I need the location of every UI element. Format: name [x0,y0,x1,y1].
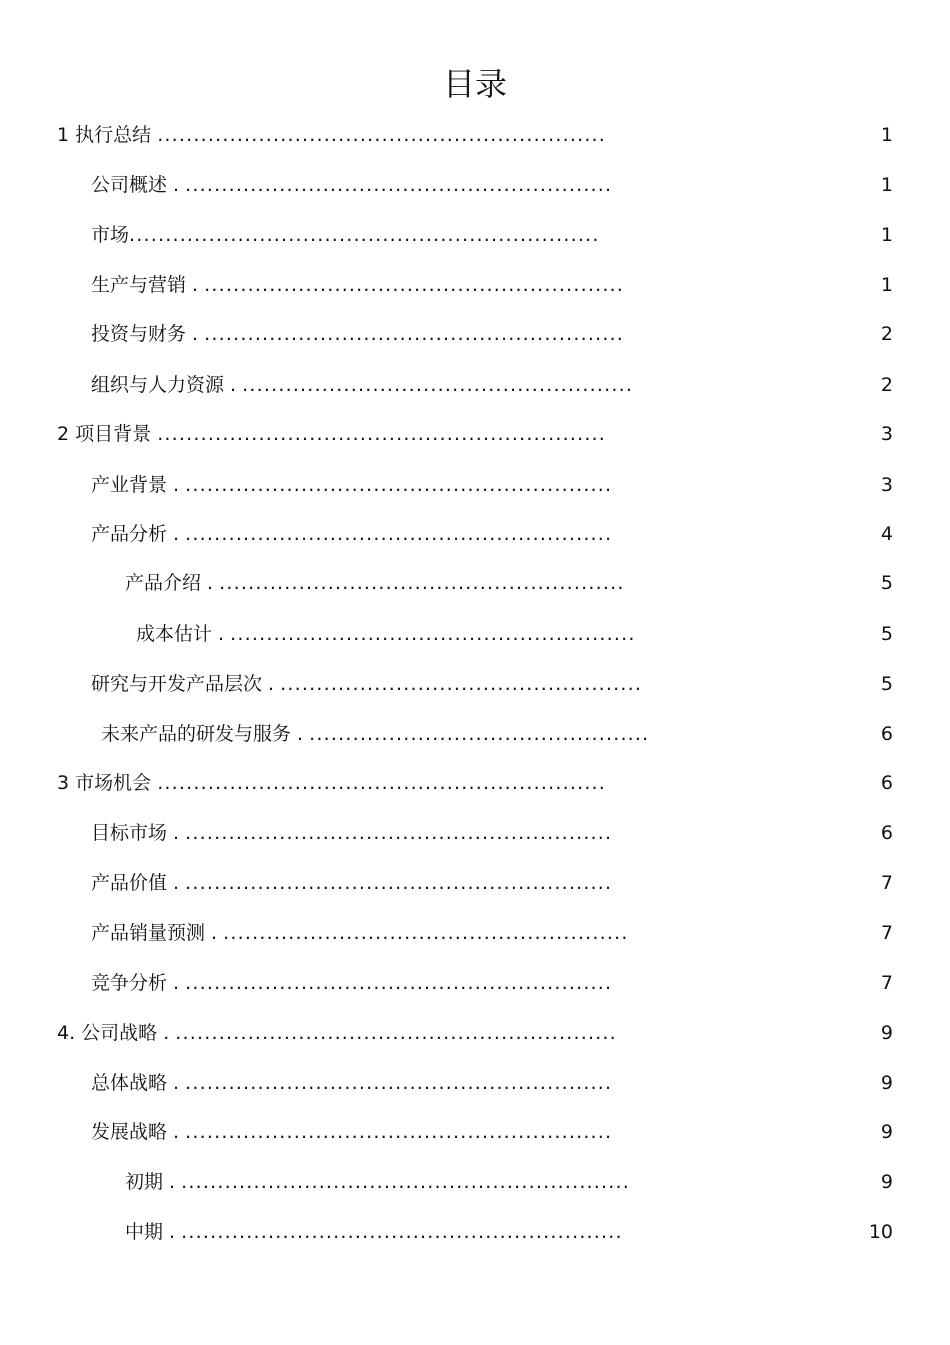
toc-leader-dots: .............................................................. [157,423,607,445]
toc-leader-dots: .......................................................... [204,274,625,296]
toc-page-number: 7 [880,922,893,944]
toc-leader-dots: ........................................................... [185,1121,613,1143]
toc-entry-target-market[interactable] [0,818,950,848]
toc-leader-dots: ............................................... [309,723,650,745]
toc-entry-label: 生产与营销 . [91,274,199,296]
toc-leader-dots: ........................................................... [185,1072,613,1094]
toc-entry-label: 产品介绍 . [125,572,214,594]
toc-page-number: 9 [880,1022,893,1044]
toc-entry-label: 产业背景 . [91,474,180,496]
toc-leader-dots: ........................................................ [219,572,625,594]
toc-entry-product-analysis[interactable] [0,519,950,549]
toc-entry-product-value[interactable] [0,868,950,898]
toc-page-number: 10 [868,1221,893,1243]
toc-entry-label: 研究与开发产品层次 . [91,673,275,695]
toc-leader-dots: ........................................................... [185,523,613,545]
toc-entry-company-strategy[interactable] [0,1018,950,1048]
toc-entry-sales-forecast[interactable] [0,918,950,948]
toc-entry-organization-hr[interactable] [0,370,950,400]
toc-entry-market[interactable] [0,220,950,250]
toc-entry-label: 目标市场 . [91,822,180,844]
toc-entry-label: 4. 公司战略 . [57,1022,170,1044]
toc-entry-overall-strategy[interactable] [0,1068,950,1098]
toc-entry-label: 投资与财务 . [91,323,199,345]
toc-page-number: 1 [880,124,893,146]
toc-leader-dots: ........................................................ [230,623,636,645]
toc-leader-dots: .......................................................... [204,323,625,345]
toc-page-number: 7 [880,972,893,994]
toc-entry-label: 产品价值 . [91,872,180,894]
toc-leader-dots: .................................................. [280,673,643,695]
toc-entry-investment-finance[interactable] [0,319,950,349]
toc-entry-development-strategy[interactable] [0,1117,950,1147]
toc-page-number: 4 [880,523,893,545]
toc-page-number: 5 [880,673,893,695]
toc-entry-production-marketing[interactable] [0,270,950,300]
toc-page-number: 7 [880,872,893,894]
toc-page-number: 2 [880,323,893,345]
toc-entry-label: 竞争分析 . [91,972,180,994]
toc-entry-market-opportunity[interactable] [0,768,950,798]
toc-entry-label: 发展战略 . [91,1121,180,1143]
toc-page-number: 6 [880,822,893,844]
toc-page-number: 6 [880,772,893,794]
toc-entry-label: 未来产品的研发与服务 . [101,723,304,745]
toc-page-number: 1 [880,274,893,296]
toc-page-number: 5 [880,623,893,645]
toc-leader-dots: ............................................................. [181,1221,623,1243]
toc-leader-dots: ................................................................. [129,224,600,246]
toc-page-number: 6 [880,723,893,745]
toc-entry-middle-stage[interactable] [0,1217,950,1247]
page-title: 目录 [442,65,507,103]
toc-page-number: 9 [880,1072,893,1094]
toc-page-number: 1 [880,224,893,246]
toc-page-number: 3 [880,474,893,496]
toc-entry-cost-estimate[interactable] [0,619,950,649]
toc-leader-dots: .............................................................. [181,1171,630,1193]
toc-page-number: 9 [880,1121,893,1143]
toc-entry-company-overview[interactable] [0,170,950,200]
toc-entry-competition-analysis[interactable] [0,968,950,998]
toc-page-number: 2 [880,374,893,396]
toc-page-number: 1 [880,174,893,196]
toc-entry-product-intro[interactable] [0,568,950,598]
toc-leader-dots: ........................................................... [185,822,613,844]
toc-entry-label: 市场 [91,224,130,246]
toc-leader-dots: ........................................................... [185,972,613,994]
toc-leader-dots: ........................................................... [185,174,613,196]
toc-entry-label: 总体战略 . [91,1072,180,1094]
toc-entry-label: 初期 . [125,1171,176,1193]
toc-entry-label: 2 项目背景 [57,423,152,445]
toc-entry-label: 产品销量预测 . [91,922,218,944]
toc-leader-dots: .............................................................. [157,772,607,794]
toc-entry-label: 中期 . [125,1221,176,1243]
toc-entry-label: 产品分析 . [91,523,180,545]
toc-leader-dots: ........................................................ [223,922,629,944]
toc-page-number: 9 [880,1171,893,1193]
toc-page-number: 5 [880,572,893,594]
toc-entry-label: 公司概述 . [91,174,180,196]
toc-entry-label: 组织与人力资源 . [91,374,237,396]
toc-entry-executive-summary[interactable] [0,120,950,150]
toc-leader-dots: ........................................................... [185,872,613,894]
toc-leader-dots: ........................................................... [185,474,613,496]
toc-entry-project-background[interactable] [0,419,950,449]
toc-entry-label: 3 市场机会 [57,772,152,794]
toc-entry-industry-background[interactable] [0,470,950,500]
toc-entry-rd-product-levels[interactable] [0,669,950,699]
toc-entry-future-rd-service[interactable] [0,719,950,749]
toc-leader-dots: ............................................................. [175,1022,617,1044]
toc-entry-label: 成本估计 . [136,623,225,645]
toc-entry-early-stage[interactable] [0,1167,950,1197]
toc-leader-dots: ...................................................... [242,374,634,396]
toc-entry-label: 1 执行总结 [57,124,152,146]
toc-page-number: 3 [880,423,893,445]
toc-leader-dots: .............................................................. [157,124,607,146]
